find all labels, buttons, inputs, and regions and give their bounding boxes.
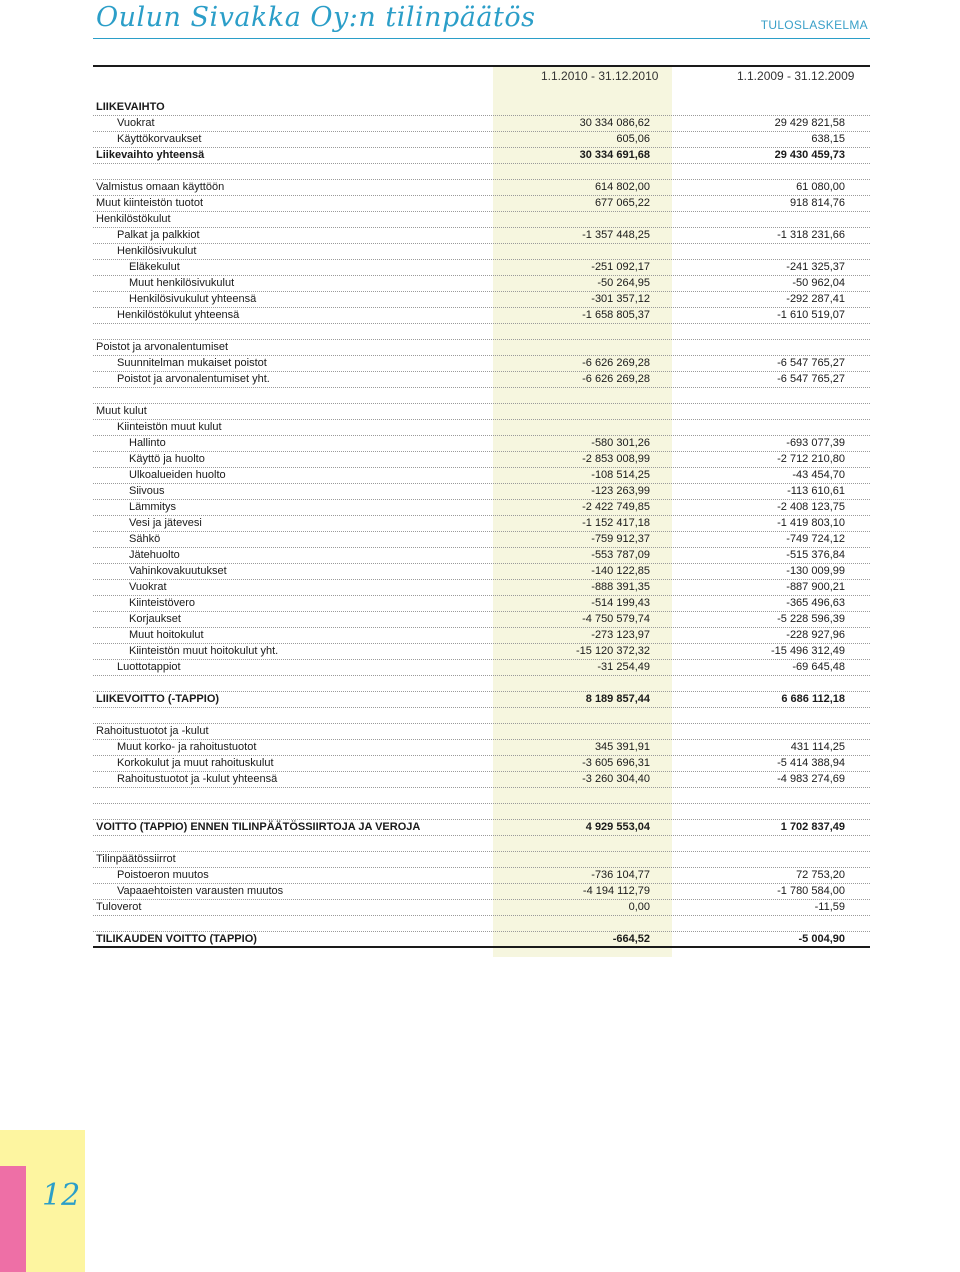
value-previous-period: -1 610 519,07 <box>777 309 845 321</box>
row-label: Sähkö <box>129 533 161 545</box>
table-row <box>93 628 870 644</box>
row-label: Henkilöstökulut yhteensä <box>117 309 240 321</box>
row-label: Rahoitustuotot ja -kulut yhteensä <box>117 773 278 785</box>
value-previous-period: -2 408 123,75 <box>777 501 845 513</box>
value-previous-period: -515 376,84 <box>786 549 845 561</box>
table-row <box>93 196 870 212</box>
row-label: Tilinpäätössiirrot <box>96 853 176 865</box>
row-label: Henkilösivukulut yhteensä <box>129 293 257 305</box>
value-current-period: -273 123,97 <box>591 629 650 641</box>
value-previous-period: -5 004,90 <box>798 933 845 945</box>
blank-row <box>93 324 870 340</box>
period-previous-header: 1.1.2009 - 31.12.2009 <box>737 69 855 83</box>
value-current-period: -553 787,09 <box>591 549 650 561</box>
table-row <box>93 372 870 388</box>
row-label: Suunnitelman mukaiset poistot <box>117 357 267 369</box>
value-current-period: 614 802,00 <box>594 181 650 193</box>
value-current-period: -2 422 749,85 <box>582 501 650 513</box>
value-previous-period: -887 900,21 <box>786 581 845 593</box>
table-row <box>93 132 870 148</box>
value-current-period: -50 264,95 <box>597 277 650 289</box>
value-previous-period: -2 712 210,80 <box>777 453 845 465</box>
row-label: Vuokrat <box>129 581 167 593</box>
table-row <box>93 532 870 548</box>
row-label: Lämmitys <box>129 501 177 513</box>
value-previous-period: -749 724,12 <box>786 533 845 545</box>
table-row <box>93 740 870 756</box>
row-label: Muut kiinteistön tuotot <box>96 197 204 209</box>
table-row <box>93 660 870 676</box>
row-label: Liikevaihto yhteensä <box>96 149 205 161</box>
value-current-period: -759 912,37 <box>591 533 650 545</box>
value-current-period: -580 301,26 <box>591 437 650 449</box>
corner-decoration-pink <box>0 1166 26 1272</box>
table-row <box>93 724 870 740</box>
table-row <box>93 468 870 484</box>
value-current-period: -3 605 696,31 <box>582 757 650 769</box>
value-previous-period: 431 114,25 <box>790 741 845 753</box>
table-row <box>93 116 870 132</box>
header-rule <box>93 38 870 39</box>
row-label: Muut henkilösivukulut <box>129 277 235 289</box>
table-row <box>93 820 870 836</box>
table-row <box>93 852 870 868</box>
value-previous-period: -1 419 803,10 <box>777 517 845 529</box>
table-row <box>93 180 870 196</box>
blank-row <box>93 916 870 932</box>
value-previous-period: -228 927,96 <box>786 629 845 641</box>
table-row <box>93 692 870 708</box>
value-current-period: 8 189 857,44 <box>585 693 650 705</box>
period-current-header: 1.1.2010 - 31.12.2010 <box>541 69 659 83</box>
value-current-period: 30 334 691,68 <box>579 149 650 161</box>
value-previous-period: 6 686 112,18 <box>781 693 845 705</box>
row-label: Muut hoitokulut <box>129 629 204 641</box>
blank-row <box>93 804 870 820</box>
value-previous-period: -6 547 765,27 <box>777 373 845 385</box>
table-row <box>93 932 870 948</box>
row-label: Siivous <box>129 485 165 497</box>
table-row <box>93 308 870 324</box>
row-label: Ulkoalueiden huolto <box>129 469 226 481</box>
blank-row <box>93 164 870 180</box>
value-previous-period: -5 228 596,39 <box>777 613 845 625</box>
row-label: Valmistus omaan käyttöön <box>96 181 225 193</box>
row-label: VOITTO (TAPPIO) ENNEN TILINPÄÄTÖSSIIRTOJA JA VEROJA <box>96 821 421 833</box>
table-row <box>93 516 870 532</box>
blank-row <box>93 788 870 804</box>
table-row <box>93 292 870 308</box>
table-row <box>93 244 870 260</box>
blank-row <box>93 708 870 724</box>
row-label: LIIKEVAIHTO <box>96 101 165 113</box>
value-current-period: -301 357,12 <box>591 293 650 305</box>
value-previous-period: -69 645,48 <box>792 661 845 673</box>
row-label: Rahoitustuotot ja -kulut <box>96 725 209 737</box>
row-label: Henkilösivukulut <box>117 245 197 257</box>
value-current-period: -6 626 269,28 <box>582 357 650 369</box>
table-row <box>93 644 870 660</box>
value-current-period: 4 929 553,04 <box>585 821 650 833</box>
table-row <box>93 436 870 452</box>
value-current-period: 345 391,91 <box>594 741 650 753</box>
table-row <box>93 452 870 468</box>
value-current-period: -736 104,77 <box>591 869 650 881</box>
table-row <box>93 756 870 772</box>
blank-row <box>93 836 870 852</box>
document-title: Oulun Sivakka Oy:n tilinpäätös <box>96 2 536 33</box>
table-row <box>93 500 870 516</box>
row-label: Korjaukset <box>129 613 181 625</box>
value-previous-period: 61 080,00 <box>796 181 845 193</box>
value-previous-period: -292 287,41 <box>786 293 845 305</box>
value-current-period: -123 263,99 <box>591 485 650 497</box>
blank-row <box>93 676 870 692</box>
row-label: Palkat ja palkkiot <box>117 229 200 241</box>
value-current-period: 0,00 <box>628 901 650 913</box>
value-previous-period: 72 753,20 <box>796 869 845 881</box>
row-label: LIIKEVOITTO (-TAPPIO) <box>96 693 220 705</box>
table-row <box>93 260 870 276</box>
row-label: Jätehuolto <box>129 549 180 561</box>
value-current-period: 677 065,22 <box>594 197 650 209</box>
row-label: Vahinkovakuutukset <box>129 565 227 577</box>
value-current-period: -6 626 269,28 <box>582 373 650 385</box>
value-previous-period: -15 496 312,49 <box>770 645 845 657</box>
value-previous-period: -130 009,99 <box>786 565 845 577</box>
row-label: Muut kulut <box>96 405 147 417</box>
table-row <box>93 564 870 580</box>
row-label: Hallinto <box>129 437 166 449</box>
value-previous-period: -1 780 584,00 <box>777 885 845 897</box>
row-label: TILIKAUDEN VOITTO (TAPPIO) <box>96 933 257 945</box>
value-previous-period: 1 702 837,49 <box>780 821 845 833</box>
page-number: 12 <box>42 1178 81 1213</box>
value-current-period: -3 260 304,40 <box>582 773 650 785</box>
table-row <box>93 900 870 916</box>
table-top-rule <box>93 65 870 67</box>
value-current-period: -1 658 805,37 <box>582 309 650 321</box>
value-previous-period: -4 983 274,69 <box>777 773 845 785</box>
value-previous-period: 29 430 459,73 <box>774 149 845 161</box>
table-row <box>93 548 870 564</box>
income-statement-table <box>93 100 870 948</box>
table-row <box>93 884 870 900</box>
row-label: Käyttökorvaukset <box>117 133 202 145</box>
value-previous-period: -113 610,61 <box>787 485 845 497</box>
row-label: Kiinteistövero <box>129 597 196 609</box>
value-current-period: -140 122,85 <box>591 565 650 577</box>
table-row <box>93 100 870 116</box>
value-previous-period: -365 496,63 <box>786 597 845 609</box>
table-row <box>93 148 870 164</box>
section-label: TULOSLASKELMA <box>760 18 868 32</box>
value-current-period: -251 092,17 <box>591 261 650 273</box>
value-previous-period: 918 814,76 <box>789 197 845 209</box>
table-row <box>93 772 870 788</box>
value-previous-period: -1 318 231,66 <box>777 229 845 241</box>
value-previous-period: -43 454,70 <box>792 469 845 481</box>
value-previous-period: -6 547 765,27 <box>777 357 845 369</box>
row-label: Kiinteistön muut hoitokulut yht. <box>129 645 279 657</box>
row-label: Muut korko- ja rahoitustuotot <box>117 741 257 753</box>
table-row <box>93 404 870 420</box>
row-label: Tuloverot <box>96 901 142 913</box>
value-previous-period: -693 077,39 <box>786 437 845 449</box>
value-current-period: 605,06 <box>616 133 650 145</box>
row-label: Poistot ja arvonalentumiset yht. <box>117 373 270 385</box>
value-current-period: -2 853 008,99 <box>582 453 650 465</box>
value-previous-period: -50 962,04 <box>792 277 845 289</box>
value-previous-period: -5 414 388,94 <box>777 757 845 769</box>
table-row <box>93 420 870 436</box>
value-current-period: -514 199,43 <box>591 597 650 609</box>
row-label: Korkokulut ja muut rahoituskulut <box>117 757 274 769</box>
table-row <box>93 276 870 292</box>
value-current-period: -888 391,35 <box>591 581 650 593</box>
row-label: Henkilöstökulut <box>96 213 171 225</box>
value-previous-period: -241 325,37 <box>786 261 845 273</box>
value-current-period: -4 194 112,79 <box>582 885 650 897</box>
table-row <box>93 356 870 372</box>
row-label: Eläkekulut <box>129 261 180 273</box>
value-current-period: -1 152 417,18 <box>582 517 650 529</box>
table-row <box>93 340 870 356</box>
blank-row <box>93 388 870 404</box>
table-row <box>93 868 870 884</box>
value-current-period: -108 514,25 <box>591 469 650 481</box>
value-current-period: -15 120 372,32 <box>575 645 650 657</box>
table-row <box>93 228 870 244</box>
row-label: Poistoeron muutos <box>117 869 209 881</box>
value-previous-period: 29 429 821,58 <box>774 117 845 129</box>
value-current-period: -1 357 448,25 <box>582 229 650 241</box>
table-row <box>93 484 870 500</box>
table-row <box>93 212 870 228</box>
table-row <box>93 596 870 612</box>
table-row <box>93 612 870 628</box>
value-current-period: -664,52 <box>612 933 650 945</box>
value-current-period: -4 750 579,74 <box>582 613 650 625</box>
table-row <box>93 580 870 596</box>
value-current-period: 30 334 086,62 <box>579 117 650 129</box>
value-previous-period: 638,15 <box>811 133 845 145</box>
row-label: Vapaaehtoisten varausten muutos <box>117 885 284 897</box>
row-label: Vuokrat <box>117 117 155 129</box>
row-label: Käyttö ja huolto <box>129 453 205 465</box>
row-label: Kiinteistön muut kulut <box>117 421 222 433</box>
value-current-period: -31 254,49 <box>597 661 650 673</box>
row-label: Vesi ja jätevesi <box>129 517 202 529</box>
value-previous-period: -11,59 <box>814 901 845 913</box>
row-label: Luottotappiot <box>117 661 181 673</box>
row-label: Poistot ja arvonalentumiset <box>96 341 229 353</box>
